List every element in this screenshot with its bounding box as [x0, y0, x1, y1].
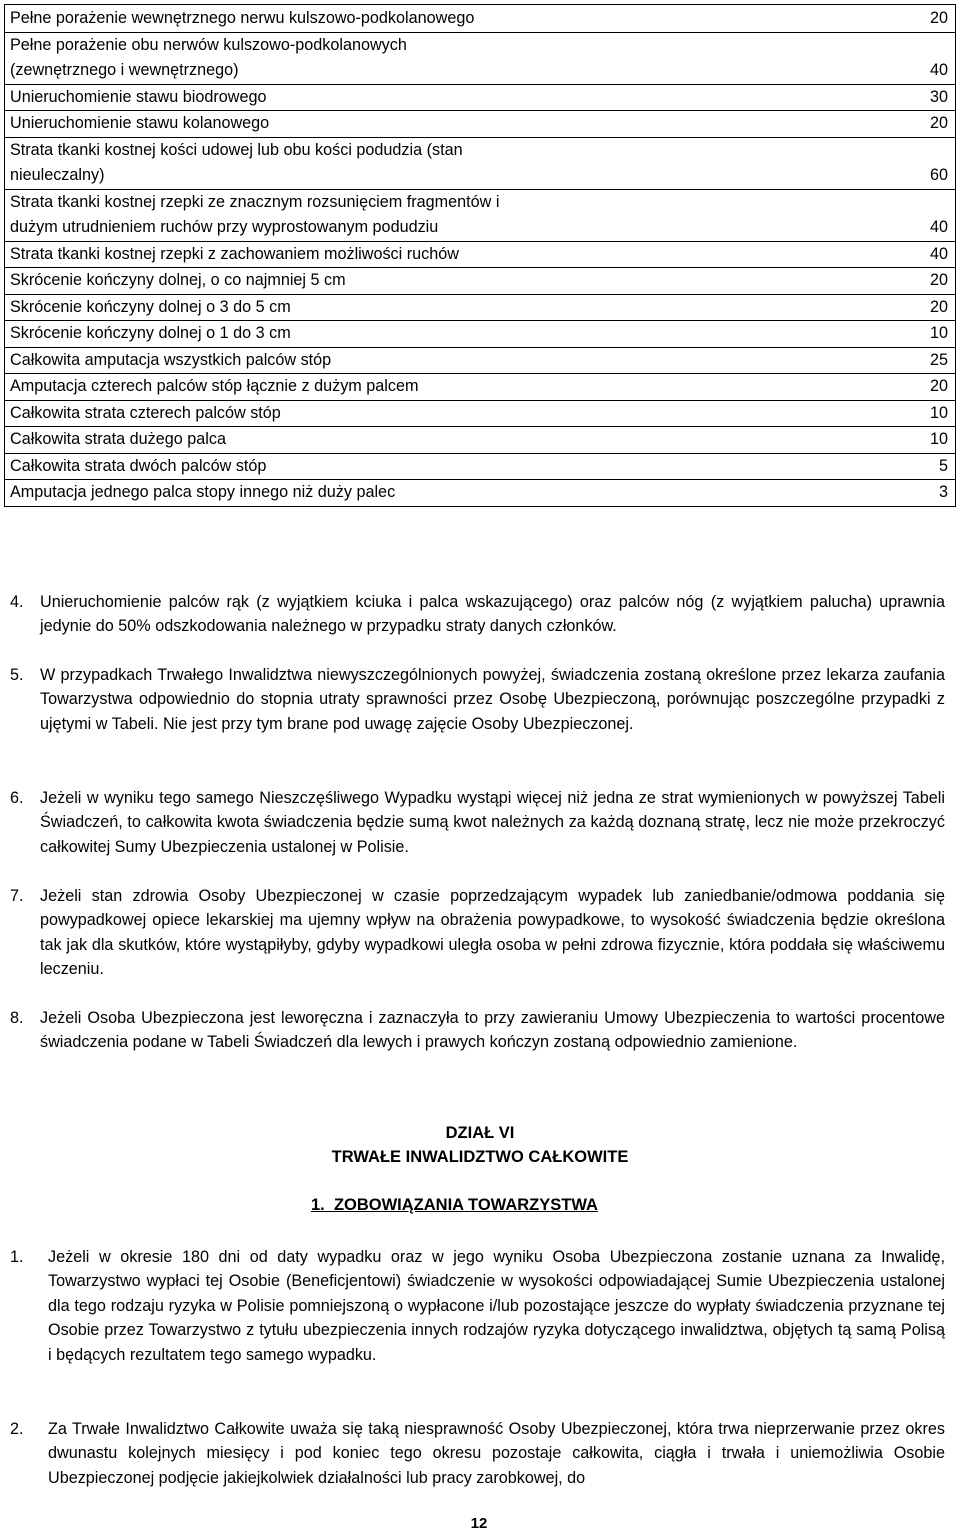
table-row — [5, 453, 956, 480]
table-row — [5, 137, 956, 189]
row-label: Całkowita strata dwóch palców stóp — [5, 453, 510, 480]
page-number: 12 — [470, 1515, 488, 1532]
paragraph-text: Jeżeli w okresie 180 dni od daty wypadku oraz w jego wyniku Osoba Ubezpieczona zostanie uznana za Inwalidę, Towarzystwo wypłaci tej Osobie (Beneficjentowi) świadczenie w wysokości odpowiadającej Sumie Ubezpieczenia ustalonej dla tego rodzaju ryzyka w Polisie pomniejszoną o wypłacone i/lub pozostające jeszcze do wypłaty świadczenia przyznane tej Osobie przez Towarzystwo z tytułu ubezpieczenia innych rodzajów ryzyka dotyczącego inwalidztwa, objętych tą samą Polisą i będących rezultatem tego samego wypadku. — [48, 1248, 945, 1364]
row-percentage: 3 — [509, 480, 956, 507]
paragraph-text: Jeżeli Osoba Ubezpieczona jest leworęczna i zaznaczyła to przy zawieraniu Umowy Ubezpieczenia to wartości procentowe świadczenia podane w Tabeli Świadczeń dla lewych i prawych kończyn zostaną odpowiednio zamienione. — [40, 1009, 945, 1052]
table-row — [5, 294, 956, 321]
table-row — [5, 400, 956, 427]
row-label: Strata tkanki kostnej rzepki z zachowaniem możliwości ruchów — [5, 241, 510, 268]
table-row — [5, 32, 956, 84]
row-percentage: 40 — [509, 189, 956, 241]
row-percentage: 10 — [509, 321, 956, 348]
paragraph-number: 5. — [10, 666, 24, 684]
row-label: Całkowita amputacja wszystkich palców stóp — [5, 347, 510, 374]
subsection-title: ZOBOWIĄZANIA TOWARZYSTWA — [333, 1196, 598, 1214]
row-label: Całkowita strata dużego palca — [5, 427, 510, 454]
paragraph-number: 7. — [10, 887, 24, 905]
section-paragraph-1 — [10, 1245, 945, 1367]
subsection-number: 1. — [311, 1196, 325, 1214]
row-label: Amputacja czterech palców stóp łącznie z dużym palcem — [5, 374, 510, 401]
row-percentage: 20 — [509, 374, 956, 401]
row-percentage: 20 — [509, 268, 956, 295]
table-row — [5, 241, 956, 268]
row-percentage: 30 — [509, 84, 956, 111]
row-label: Całkowita strata czterech palców stóp — [5, 400, 510, 427]
paragraph-number: 8. — [10, 1009, 24, 1027]
disability-percentage-table — [4, 4, 956, 507]
section-title: DZIAŁ VI — [445, 1124, 515, 1142]
paragraph-number: 2. — [10, 1420, 24, 1438]
table-row — [5, 480, 956, 507]
table-row — [5, 268, 956, 295]
row-percentage: 5 — [509, 453, 956, 480]
table-row — [5, 189, 956, 241]
row-percentage: 60 — [509, 137, 956, 189]
table-row — [5, 374, 956, 401]
table-row — [5, 84, 956, 111]
row-percentage: 10 — [509, 427, 956, 454]
row-percentage: 20 — [509, 5, 956, 33]
paragraph-4 — [10, 590, 945, 639]
row-label: Unieruchomienie stawu kolanowego — [5, 111, 510, 138]
row-label: Pełne porażenie obu nerwów kulszowo-podkolanowych (zewnętrznego i wewnętrznego) — [5, 32, 510, 84]
row-label: Unieruchomienie stawu biodrowego — [5, 84, 510, 111]
row-label: Strata tkanki kostnej rzepki ze znacznym rozsunięciem fragmentów i dużym utrudnieniem ruchów przy wyprostowanym podudziu — [5, 189, 510, 241]
table-row — [5, 5, 956, 33]
row-percentage: 20 — [509, 294, 956, 321]
row-percentage: 20 — [509, 111, 956, 138]
table-row — [5, 321, 956, 348]
row-percentage: 40 — [509, 241, 956, 268]
table-row — [5, 111, 956, 138]
paragraph-5 — [10, 663, 945, 736]
paragraph-8 — [10, 1006, 945, 1055]
table-row — [5, 427, 956, 454]
paragraph-text: Jeżeli w wyniku tego samego Nieszczęśliwego Wypadku wystąpi więcej niż jedna ze strat wymienionych w powyższej Tabeli Świadczeń, to całkowita kwota świadczenia będzie sumą kwot należnych za każdą doznaną stratę, lecz nie może przekroczyć całkowitej Sumy Ubezpieczenia ustalonej w Polisie. — [40, 789, 945, 856]
row-label: Strata tkanki kostnej kości udowej lub obu kości podudzia (stan nieuleczalny) — [5, 137, 510, 189]
paragraph-text: Za Trwałe Inwalidztwo Całkowite uważa się taką niesprawność Osoby Ubezpieczonej, która trwa nieprzerwanie przez okres dwunastu kolejnych miesięcy i pod koniec tego okresu pozostaje całkowita, ciągła i trwała i uniemożliwia Osobie Ubezpieczonej podjęcie jakiejkolwiek działalności lub pracy zarobkowej, do — [48, 1420, 945, 1487]
row-percentage: 25 — [509, 347, 956, 374]
row-percentage: 10 — [509, 400, 956, 427]
paragraph-number: 1. — [10, 1248, 24, 1266]
row-percentage: 40 — [509, 32, 956, 84]
paragraph-number: 6. — [10, 789, 24, 807]
paragraph-6 — [10, 786, 945, 859]
row-label: Amputacja jednego palca stopy innego niż duży palec — [5, 480, 510, 507]
row-label: Skrócenie kończyny dolnej o 1 do 3 cm — [5, 321, 510, 348]
paragraph-text: Jeżeli stan zdrowia Osoby Ubezpieczonej w czasie poprzedzającym wypadek lub zaniedbanie/odmowa poddania się powypadkowej opiece lekarskiej ma ujemny wpływ na obrażenia powypadkowe, to wysokość świadczenia będzie określona tak jak dla skutków, które wystąpiłyby, gdyby wypadkowi uległa osoba w pełni zdrowa fizycznie, która poddała się właściwemu leczeniu. — [40, 887, 945, 979]
section-paragraph-2 — [10, 1417, 945, 1490]
paragraph-text: W przypadkach Trwałego Inwalidztwa niewyszczególnionych powyżej, świadczenia zostaną określone przez lekarza zaufania Towarzystwa odpowiednio do stopnia utraty sprawności przez Osobę Ubezpieczoną, porównując poszczególne przypadki z ujętymi w Tabeli. Nie jest przy tym brane pod uwagę zajęcie Osoby Ubezpieczonej. — [40, 666, 945, 733]
paragraph-text: Unieruchomienie palców rąk (z wyjątkiem kciuka i palca wskazującego) oraz palców nóg (z wyjątkiem palucha) uprawnia jedynie do 50% odszkodowania należnego w przypadku straty danych członków. — [40, 593, 945, 636]
section-subtitle: TRWAŁE INWALIDZTWO CAŁKOWITE — [331, 1148, 629, 1166]
table-row — [5, 347, 956, 374]
paragraph-7 — [10, 884, 945, 982]
row-label: Skrócenie kończyny dolnej, o co najmniej 5 cm — [5, 268, 510, 295]
paragraph-number: 4. — [10, 593, 24, 611]
row-label: Skrócenie kończyny dolnej o 3 do 5 cm — [5, 294, 510, 321]
subsection-heading — [311, 1196, 598, 1215]
row-label: Pełne porażenie wewnętrznego nerwu kulszowo-podkolanowego — [5, 5, 510, 33]
